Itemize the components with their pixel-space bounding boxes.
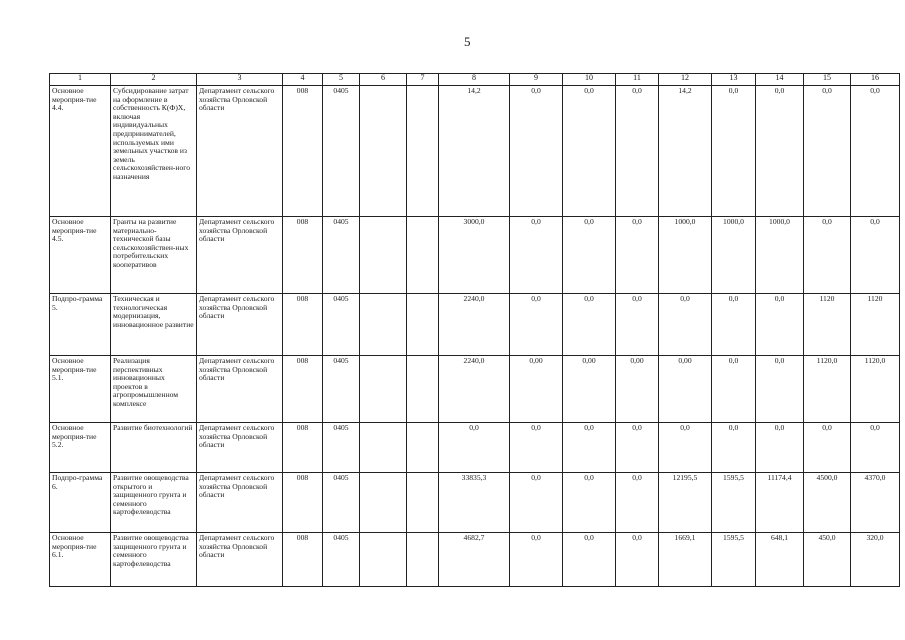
cell-col-2: Развитие овощеводства открытого и защищенного грунта и семенного картофелеводства (111, 473, 197, 533)
cell-col-14: 0,0 (756, 423, 804, 473)
cell-col-7 (407, 423, 439, 473)
table-row (50, 533, 900, 587)
cell-col-5: 0405 (323, 356, 360, 423)
cell-col-3: Департамент сельского хозяйства Орловской области (197, 533, 283, 587)
cell-col-13: 1595,5 (712, 473, 756, 533)
cell-col-15: 1120 (804, 294, 851, 356)
cell-col-7 (407, 356, 439, 423)
cell-col-9: 0,0 (510, 423, 563, 473)
cell-col-4: 008 (283, 356, 323, 423)
table-row (50, 423, 900, 473)
cell-col-15: 0,0 (804, 217, 851, 294)
cell-col-3: Департамент сельского хозяйства Орловской области (197, 217, 283, 294)
cell-col-3: Департамент сельского хозяйства Орловской области (197, 86, 283, 217)
cell-col-6 (360, 533, 407, 587)
cell-col-16: 1120,0 (851, 356, 900, 423)
column-header-4: 4 (283, 74, 323, 86)
cell-col-5: 0405 (323, 473, 360, 533)
cell-col-8: 3000,0 (439, 217, 510, 294)
cell-col-15: 4500,0 (804, 473, 851, 533)
cell-col-4: 008 (283, 473, 323, 533)
cell-col-3: Департамент сельского хозяйства Орловской области (197, 473, 283, 533)
cell-col-13: 0,0 (712, 86, 756, 217)
cell-col-16: 1120 (851, 294, 900, 356)
cell-col-8: 2240,0 (439, 294, 510, 356)
cell-col-5: 0405 (323, 86, 360, 217)
cell-col-3: Департамент сельского хозяйства Орловской области (197, 294, 283, 356)
cell-col-5: 0405 (323, 533, 360, 587)
cell-col-4: 008 (283, 533, 323, 587)
cell-col-5: 0405 (323, 294, 360, 356)
column-header-16: 16 (851, 74, 900, 86)
cell-col-11: 0,0 (616, 533, 659, 587)
budget-table (49, 73, 900, 587)
cell-col-6 (360, 356, 407, 423)
cell-col-7 (407, 294, 439, 356)
cell-col-13: 1595,5 (712, 533, 756, 587)
cell-col-12: 12195,5 (659, 473, 712, 533)
cell-col-1: Основное мероприя-тие 5.1. (50, 356, 111, 423)
column-header-11: 11 (616, 74, 659, 86)
cell-col-12: 1669,1 (659, 533, 712, 587)
cell-col-9: 0,0 (510, 533, 563, 587)
cell-col-1: Основное мероприя-тие 6.1. (50, 533, 111, 587)
cell-col-6 (360, 473, 407, 533)
cell-col-5: 0405 (323, 217, 360, 294)
cell-col-10: 0,0 (563, 533, 616, 587)
cell-col-13: 0,0 (712, 356, 756, 423)
cell-col-16: 4370,0 (851, 473, 900, 533)
column-header-3: 3 (197, 74, 283, 86)
cell-col-9: 0,0 (510, 217, 563, 294)
cell-col-13: 1000,0 (712, 217, 756, 294)
header-row (50, 74, 900, 86)
cell-col-12: 0,0 (659, 294, 712, 356)
column-header-10: 10 (563, 74, 616, 86)
cell-col-8: 33835,3 (439, 473, 510, 533)
column-header-8: 8 (439, 74, 510, 86)
cell-col-11: 0,0 (616, 86, 659, 217)
cell-col-16: 0,0 (851, 217, 900, 294)
cell-col-15: 1120,0 (804, 356, 851, 423)
cell-col-8: 2240,0 (439, 356, 510, 423)
column-header-9: 9 (510, 74, 563, 86)
cell-col-11: 0,0 (616, 473, 659, 533)
cell-col-1: Основное мероприя-тие 4.4. (50, 86, 111, 217)
column-header-5: 5 (323, 74, 360, 86)
cell-col-8: 14,2 (439, 86, 510, 217)
cell-col-6 (360, 86, 407, 217)
cell-col-12: 0,00 (659, 356, 712, 423)
cell-col-5: 0405 (323, 423, 360, 473)
cell-col-1: Подпро-грамма 6. (50, 473, 111, 533)
cell-col-2: Техническая и технологическая модернизация, инновационное развитие (111, 294, 197, 356)
cell-col-7 (407, 86, 439, 217)
column-header-1: 1 (50, 74, 111, 86)
cell-col-2: Развитие овощеводства защищенного грунта и семенного картофелеводства (111, 533, 197, 587)
cell-col-2: Развитие биотехнологий (111, 423, 197, 473)
cell-col-14: 0,0 (756, 86, 804, 217)
cell-col-15: 0,0 (804, 423, 851, 473)
cell-col-11: 0,0 (616, 217, 659, 294)
table-row (50, 356, 900, 423)
column-header-2: 2 (111, 74, 197, 86)
cell-col-12: 1000,0 (659, 217, 712, 294)
cell-col-15: 0,0 (804, 86, 851, 217)
cell-col-6 (360, 294, 407, 356)
cell-col-9: 0,00 (510, 356, 563, 423)
cell-col-10: 0,0 (563, 294, 616, 356)
cell-col-4: 008 (283, 294, 323, 356)
cell-col-10: 0,0 (563, 217, 616, 294)
column-header-6: 6 (360, 74, 407, 86)
cell-col-10: 0,00 (563, 356, 616, 423)
cell-col-7 (407, 533, 439, 587)
cell-col-6 (360, 217, 407, 294)
cell-col-4: 008 (283, 423, 323, 473)
cell-col-16: 0,0 (851, 86, 900, 217)
cell-col-11: 0,0 (616, 294, 659, 356)
cell-col-9: 0,0 (510, 473, 563, 533)
cell-col-13: 0,0 (712, 294, 756, 356)
cell-col-10: 0,0 (563, 473, 616, 533)
cell-col-3: Департамент сельского хозяйства Орловской области (197, 423, 283, 473)
cell-col-8: 0,0 (439, 423, 510, 473)
cell-col-14: 0,0 (756, 356, 804, 423)
column-header-13: 13 (712, 74, 756, 86)
cell-col-7 (407, 217, 439, 294)
column-header-15: 15 (804, 74, 851, 86)
cell-col-11: 0,00 (616, 356, 659, 423)
cell-col-9: 0,0 (510, 86, 563, 217)
column-header-12: 12 (659, 74, 712, 86)
page-number: 5 (464, 34, 471, 49)
cell-col-14: 1000,0 (756, 217, 804, 294)
cell-col-9: 0,0 (510, 294, 563, 356)
table-row (50, 294, 900, 356)
cell-col-12: 0,0 (659, 423, 712, 473)
cell-col-3: Департамент сельского хозяйства Орловской области (197, 356, 283, 423)
cell-col-14: 11174,4 (756, 473, 804, 533)
column-header-14: 14 (756, 74, 804, 86)
cell-col-10: 0,0 (563, 423, 616, 473)
cell-col-4: 008 (283, 217, 323, 294)
table-row (50, 473, 900, 533)
cell-col-14: 0,0 (756, 294, 804, 356)
cell-col-11: 0,0 (616, 423, 659, 473)
cell-col-15: 450,0 (804, 533, 851, 587)
table-row (50, 217, 900, 294)
cell-col-6 (360, 423, 407, 473)
cell-col-12: 14,2 (659, 86, 712, 217)
cell-col-2: Реализация перспективных инновационных проектов в агропромышленном комплексе (111, 356, 197, 423)
cell-col-14: 648,1 (756, 533, 804, 587)
cell-col-7 (407, 473, 439, 533)
cell-col-8: 4682,7 (439, 533, 510, 587)
cell-col-2: Гранты на развитие материально-технической базы сельскохозяйствен-ных потребительских кооперативов (111, 217, 197, 294)
cell-col-1: Основное мероприя-тие 5.2. (50, 423, 111, 473)
cell-col-1: Подпро-грамма 5. (50, 294, 111, 356)
cell-col-2: Субсидирование затрат на оформление в собственность К(Ф)Х, включая индивидуальных предпринимателей, используемых ими земельных участков из земель сельскохозяйствен-ного назначения (111, 86, 197, 217)
cell-col-16: 0,0 (851, 423, 900, 473)
cell-col-1: Основное мероприя-тие 4.5. (50, 217, 111, 294)
cell-col-13: 0,0 (712, 423, 756, 473)
table-row (50, 86, 900, 217)
cell-col-10: 0,0 (563, 86, 616, 217)
column-header-7: 7 (407, 74, 439, 86)
cell-col-4: 008 (283, 86, 323, 217)
cell-col-16: 320,0 (851, 533, 900, 587)
